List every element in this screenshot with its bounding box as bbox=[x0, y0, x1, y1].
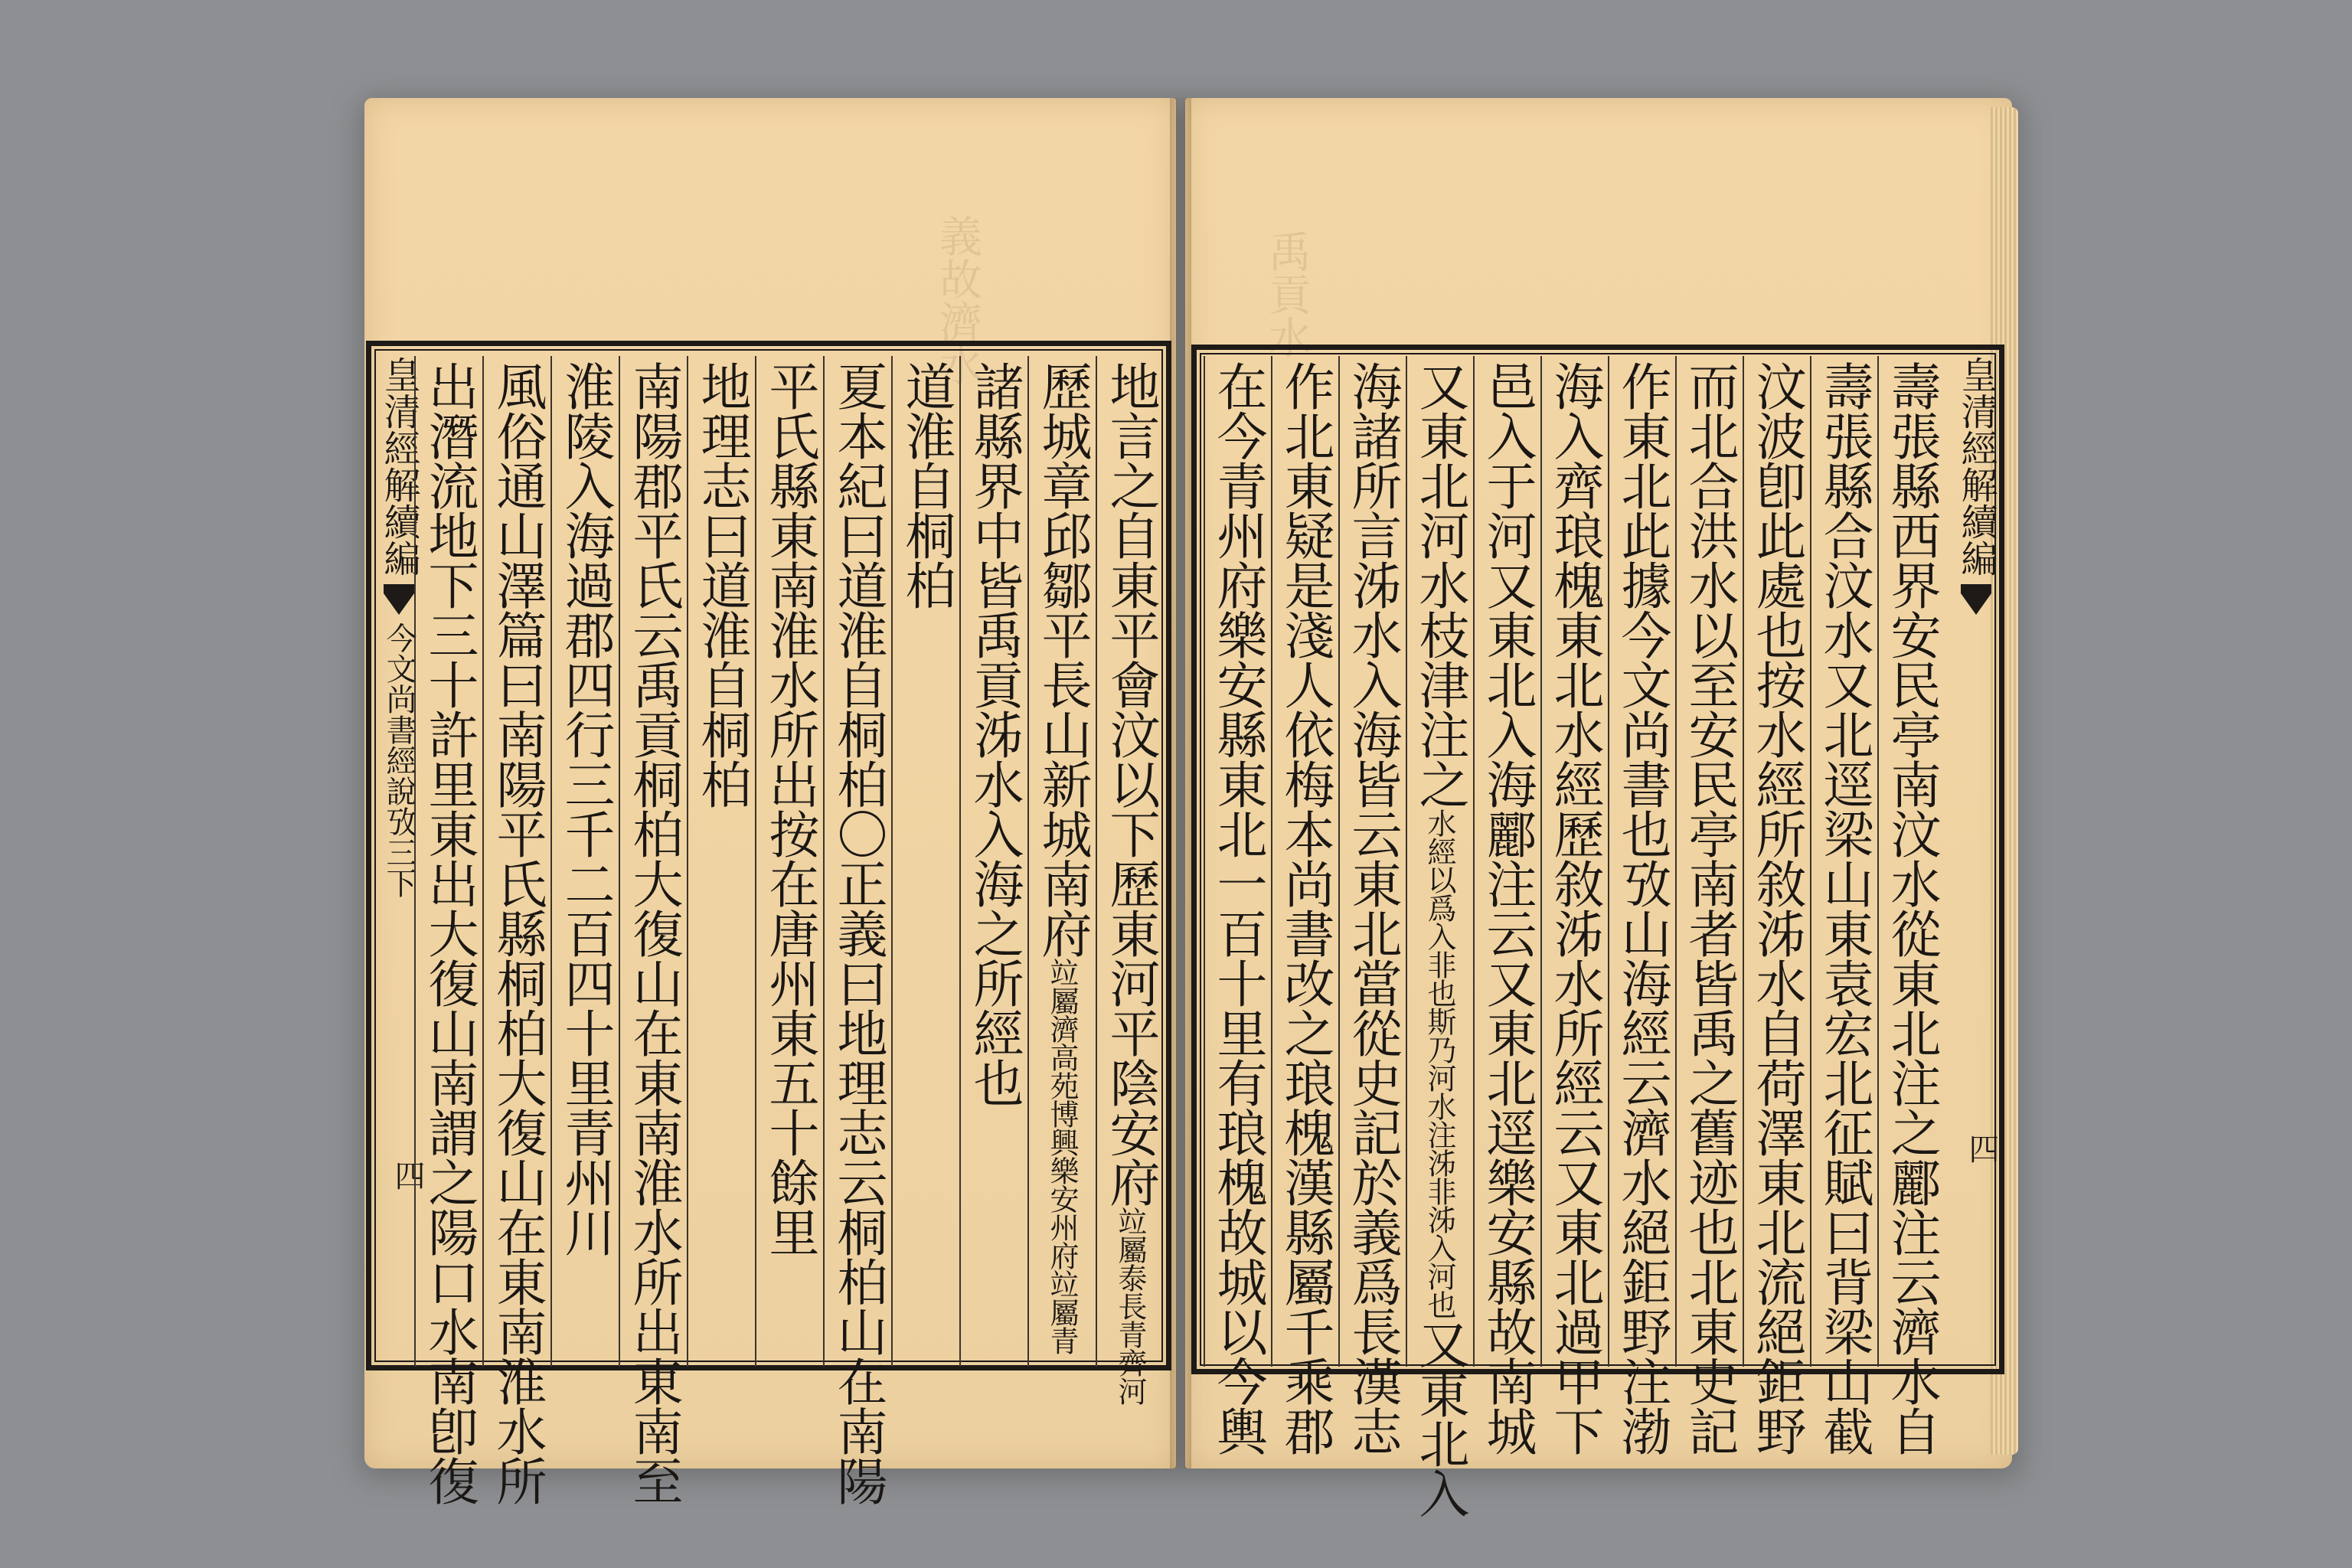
column-annotation: 水經以爲入非也斯乃河水注泲非泲入河也 bbox=[1423, 808, 1456, 1318]
text-column bbox=[891, 356, 959, 1367]
book-gutter bbox=[1170, 98, 1191, 1468]
text-column bbox=[1338, 356, 1406, 1455]
column-main-text: 作東北此據今文尚書也攷山海經云濟水絕鉅野注渤 bbox=[1612, 361, 1671, 1455]
text-column bbox=[823, 356, 891, 1505]
text-column bbox=[1473, 356, 1540, 1455]
column-main-text: 地理志曰道淮自桐柏 bbox=[692, 361, 751, 808]
column-main-text: 邑入于河又東北入海酈注云又東北逕樂安縣故南城 bbox=[1478, 361, 1537, 1455]
column-main-text: 又東北入 bbox=[1410, 1318, 1469, 1517]
text-column bbox=[1743, 356, 1810, 1455]
text-column bbox=[1877, 356, 1945, 1455]
column-main-text: 作北東疑是淺人依梅本尚書改之琅槐漢縣屬千乘郡 bbox=[1276, 361, 1334, 1455]
column-main-text: 而北合洪水以至安民亭南者皆禹之舊迹也北東史記 bbox=[1680, 361, 1739, 1455]
column-main-text: 歷城章邱鄒平長山新城南府 bbox=[1033, 361, 1092, 958]
column-main-text: 南陽郡平氏云禹貢桐柏大復山在東南淮水所出東南至 bbox=[624, 361, 683, 1505]
right-banxin bbox=[1951, 356, 2001, 1367]
text-column bbox=[1096, 356, 1164, 1405]
column-main-text: 淮陵入海過郡四行三千二百四十里青州川 bbox=[556, 361, 615, 1256]
bleed-through: 禹貢水 bbox=[1262, 230, 1312, 358]
column-main-text: 又東北河水枝津注之 bbox=[1410, 361, 1469, 808]
column-main-text: 平氏縣東南淮水所出按在唐州東五十餘里 bbox=[760, 361, 819, 1256]
column-main-text: 出潛流地下三十許里東出大復山南謂之陽口水南卽復 bbox=[420, 361, 479, 1505]
text-column bbox=[482, 356, 550, 1505]
text-column bbox=[959, 356, 1027, 1367]
text-column bbox=[1204, 356, 1271, 1455]
text-column bbox=[1608, 356, 1675, 1455]
column-annotation: 竝屬泰長青齊河 bbox=[1113, 1207, 1147, 1405]
fishtail-mark-icon bbox=[384, 584, 414, 615]
column-main-text: 夏本紀曰道淮自桐柏〇正義曰地理志云桐柏山在南陽 bbox=[828, 361, 887, 1505]
text-column bbox=[755, 356, 823, 1367]
text-column bbox=[619, 356, 687, 1505]
bleed-through: 義故濟水 bbox=[933, 214, 982, 386]
text-column bbox=[1675, 356, 1743, 1455]
text-column bbox=[1027, 356, 1096, 1367]
column-main-text: 海諸所言泲水入海皆云東北當從史記於義爲長漢志 bbox=[1343, 361, 1402, 1455]
text-column bbox=[687, 356, 755, 1367]
text-column bbox=[1406, 356, 1473, 1517]
column-main-text: 地言之自東平會汶以下歷東河平陰安府 bbox=[1101, 361, 1160, 1207]
column-main-text: 壽張縣合汶水又北逕梁山東袁宏北征賦曰背梁山截 bbox=[1815, 361, 1873, 1455]
column-main-text: 壽張縣西界安民亭南汶水從東北注之酈注云濟水自 bbox=[1882, 361, 1941, 1455]
banxin-leaf-number: 四 bbox=[1964, 1133, 1999, 1164]
column-main-text: 風俗通山澤篇曰南陽平氏縣桐柏大復山在東南淮水所 bbox=[488, 361, 547, 1505]
text-column bbox=[414, 356, 482, 1505]
column-main-text: 汶波卽此處也按水經所敘泲水自荷澤東北流絕鉅野 bbox=[1747, 361, 1806, 1455]
column-main-text: 諸縣界中皆禹貢泲水入海之所經也 bbox=[965, 361, 1024, 1107]
column-main-text: 海入齊琅槐東北水經歷敘泲水所經云又東北過甲下 bbox=[1545, 361, 1604, 1455]
fishtail-mark-icon bbox=[1961, 584, 1991, 615]
banxin-section: 今文尚書經說攷三下 bbox=[381, 622, 416, 898]
text-column bbox=[1540, 356, 1608, 1455]
text-column bbox=[550, 356, 619, 1367]
banxin-leaf-number: 四 bbox=[390, 1160, 425, 1191]
banxin-book-title: 皇清經解續編 bbox=[1955, 356, 1998, 577]
banxin-book-title: 皇清經解續編 bbox=[377, 356, 420, 577]
column-main-text: 在今青州府樂安縣東北一百十里有琅槐故城以今輿 bbox=[1208, 361, 1267, 1455]
text-column bbox=[1271, 356, 1338, 1455]
column-annotation: 竝屬濟高苑博興樂安州府竝屬青 bbox=[1045, 958, 1079, 1354]
text-column bbox=[1810, 356, 1877, 1455]
column-main-text: 道淮自桐柏 bbox=[897, 361, 956, 609]
